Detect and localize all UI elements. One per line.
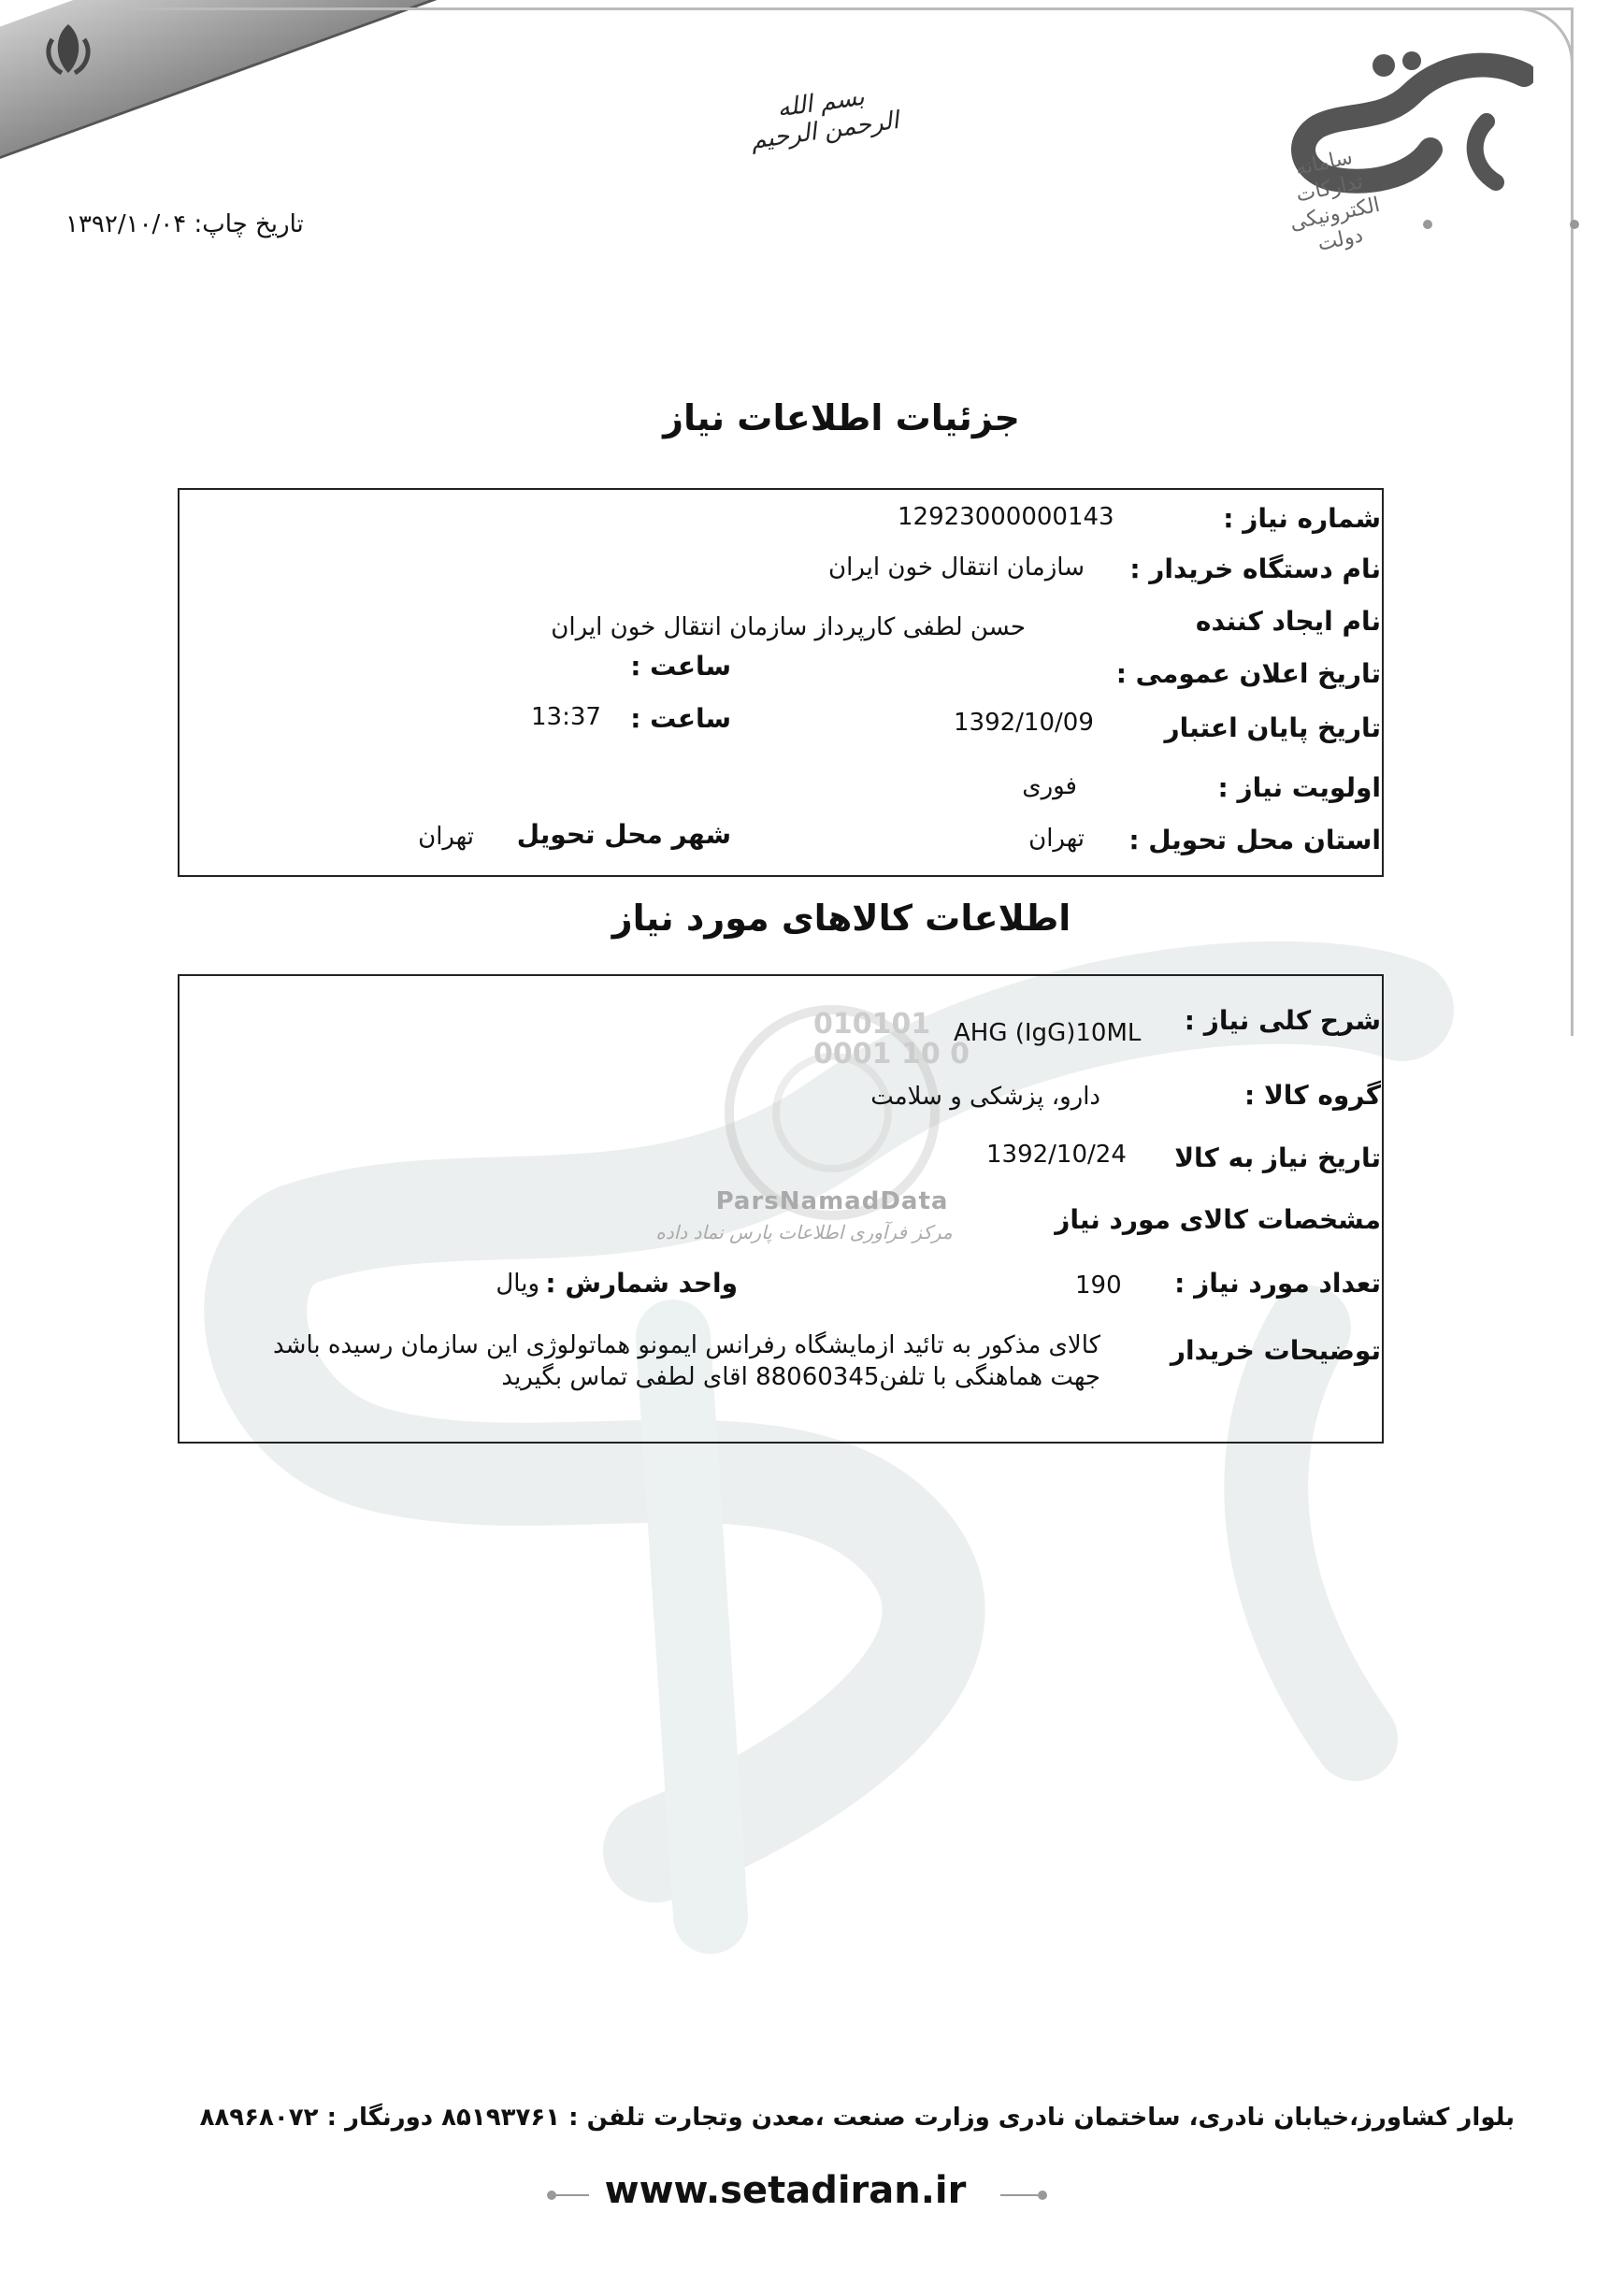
need-number-value: 12923000000143 (898, 503, 1114, 531)
need-date-value: 1392/10/24 (986, 1141, 1127, 1169)
unit-value: ویال (496, 1270, 539, 1298)
announce-date-label: تاریخ اعلان عمومی : (1115, 658, 1381, 689)
quantity-label: تعداد مورد نیاز : (1174, 1268, 1381, 1299)
logo-caption: سامانه تدارکات الکترونیکی دولت (1287, 145, 1383, 256)
validity-end-value: 1392/10/09 (954, 709, 1094, 737)
validity-end-label: تاریخ پایان اعتبار (1164, 712, 1381, 743)
frame-dot (1423, 220, 1432, 229)
summary-label: شرح کلی نیاز : (1184, 1005, 1381, 1036)
city-label: شهر محل تحویل (516, 819, 731, 850)
need-date-label: تاریخ نیاز به کالا (1174, 1142, 1381, 1173)
iran-emblem-icon (36, 17, 101, 82)
buyer-label: نام دستگاه خریدار : (1129, 553, 1381, 584)
buyer-notes-line-2: جهت هماهنگی با تلفن88060345 اقای لطفی تماس بگیرید (501, 1363, 1100, 1391)
frame-dot (1570, 220, 1579, 229)
goods-group-value: دارو، پزشکی و سلامت (870, 1083, 1100, 1111)
need-number-label: شماره نیاز : (1223, 503, 1381, 534)
creator-label: نام ایجاد کننده (1195, 606, 1381, 637)
creator-value: حسن لطفی کارپرداز سازمان انتقال خون ایران (551, 613, 1026, 641)
frame-right-line (1571, 7, 1574, 1036)
footer-address: بلوار کشاورز،خیابان نادری، ساختمان نادری وزارت صنعت ،معدن وتجارت تلفن : ۸۵۱۹۳۷۶۱ دورنگار : ۸۸۹۶۸۰۷۲ (199, 2104, 1515, 2132)
basmala: بسم الله الرحمن الرحیم (749, 82, 901, 155)
goods-group-label: گروه کالا : (1244, 1080, 1381, 1111)
print-date (65, 210, 304, 238)
specs-label: مشخصات کالای مورد نیاز (1055, 1204, 1381, 1235)
province-value: تهران (1028, 825, 1085, 853)
city-value: تهران (418, 823, 474, 851)
buyer-notes-line-1: کالای مذکور به تائید ازمایشگاه رفرانس ایمونو هماتولوژی این سازمان رسیده باشد (273, 1331, 1100, 1359)
buyer-value: سازمان انتقال خون ایران (828, 553, 1085, 582)
print-date-value: ۱۳۹۲/۱۰/۰۴ (65, 210, 187, 238)
announce-time-label: ساعت : (630, 651, 731, 682)
priority-label: اولویت نیاز : (1217, 772, 1381, 803)
province-label: استان محل تحویل : (1128, 825, 1381, 855)
section-title-goods-info: اطلاعات کالاهای مورد نیاز (611, 898, 1071, 939)
validity-time-value: 13:37 (531, 703, 601, 731)
watermark-brand: ParsNamadData (715, 1187, 949, 1215)
frame-top-line (131, 7, 1571, 10)
watermark-subtitle: مرکز فرآوری اطلاعات پارس نماد داده (655, 1221, 953, 1243)
watermark-digits: 010101 0001 10 0 (813, 1008, 970, 1070)
footer-dot-right (1038, 2191, 1047, 2200)
priority-value: فوری (1022, 772, 1077, 800)
footer-line-right (1000, 2194, 1038, 2196)
unit-label: واحد شمارش : (545, 1268, 738, 1299)
section-title-need-details: جزئیات اطلاعات نیاز (663, 397, 1020, 438)
quantity-value: 190 (1075, 1271, 1122, 1300)
print-date-label: تاریخ چاپ: (194, 210, 304, 238)
validity-time-label: ساعت : (630, 703, 731, 734)
summary-value: AHG (IgG)10ML (954, 1019, 1142, 1047)
footer-website-link[interactable]: www.setadiran.ir (604, 2169, 967, 2212)
buyer-notes-label: توضیحات خریدار (1170, 1335, 1381, 1366)
